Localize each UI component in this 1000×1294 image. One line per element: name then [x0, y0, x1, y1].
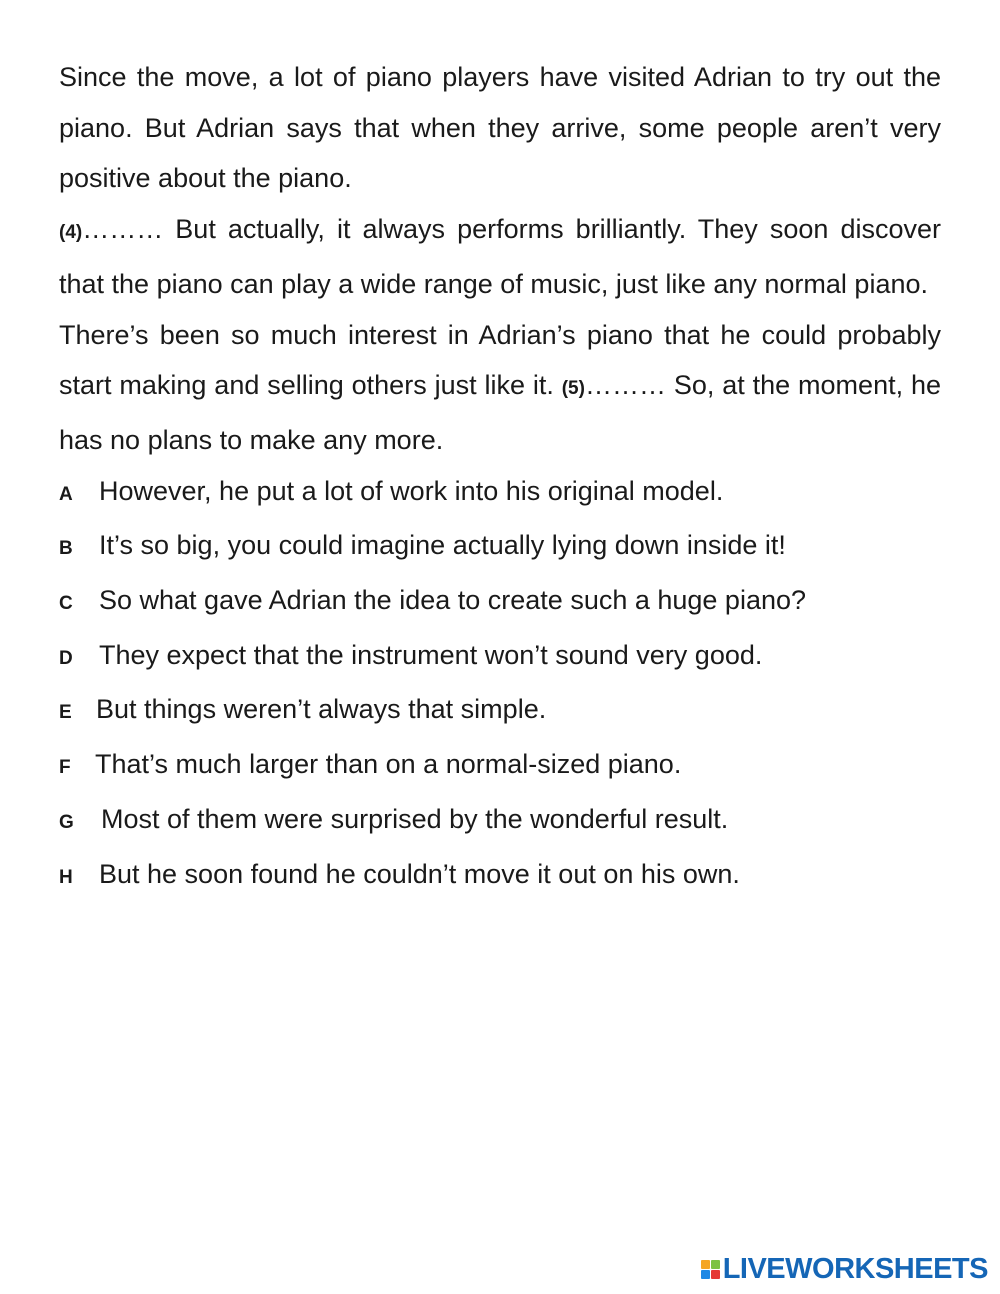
option-text: So what gave Adrian the idea to create such a huge piano? — [99, 585, 807, 616]
paragraph-3-text-after: ……… So, at the moment, he has no plans to make any more. — [59, 370, 941, 455]
paragraph-1 — [59, 52, 941, 204]
paragraph-2-text: ……… But actually, it always performs brilliantly. They soon discover that the piano can play a wide range of music, just like any normal piano. — [59, 214, 941, 299]
paragraph-2 — [59, 204, 941, 309]
option-letter: C — [59, 593, 73, 615]
liveworksheets-logo-icon — [701, 1260, 720, 1279]
option-letter: F — [59, 757, 71, 779]
option-h — [59, 849, 941, 904]
option-e — [59, 684, 941, 739]
option-f — [59, 739, 941, 794]
option-d — [59, 630, 941, 685]
option-letter: D — [59, 647, 73, 669]
answer-options-list — [59, 466, 941, 904]
option-a — [59, 466, 941, 521]
option-text: They expect that the instrument won’t sound very good. — [99, 639, 763, 670]
option-text: But he soon found he couldn’t move it out on his own. — [99, 858, 740, 889]
option-text: It’s so big, you could imagine actually lying down inside it! — [99, 530, 786, 561]
option-letter: E — [59, 702, 72, 724]
logo-square-4 — [711, 1270, 720, 1279]
option-letter: G — [59, 811, 74, 833]
option-text: But things weren’t always that simple. — [96, 694, 547, 725]
brand-name: LIVEWORKSHEETS — [722, 1252, 988, 1285]
document-body — [59, 52, 941, 903]
option-letter: A — [59, 483, 73, 505]
logo-square-1 — [701, 1260, 710, 1269]
option-text: Most of them were surprised by the wonderful result. — [101, 803, 729, 834]
option-letter: H — [59, 866, 73, 888]
logo-square-2 — [711, 1260, 720, 1269]
option-text: That’s much larger than on a normal-sized piano. — [95, 749, 682, 780]
logo-square-3 — [701, 1270, 710, 1279]
paragraph-3-text-before: There’s been so much interest in Adrian’s piano that he could probably start making and selling others just like it. — [59, 319, 941, 401]
paragraph-3 — [59, 310, 941, 466]
gap-5-label: (5) — [561, 378, 585, 400]
option-c — [59, 575, 941, 630]
option-letter: B — [59, 538, 73, 560]
option-g — [59, 794, 941, 849]
option-b — [59, 520, 941, 575]
footer-branding — [701, 1252, 988, 1286]
paragraph-1-text: Since the move, a lot of piano players have visited Adrian to try out the piano. But Adrian says that when they arrive, some people aren’t very positive about the piano. — [59, 62, 941, 194]
gap-4-label: (4) — [59, 222, 83, 244]
option-text: However, he put a lot of work into his original model. — [99, 475, 724, 506]
